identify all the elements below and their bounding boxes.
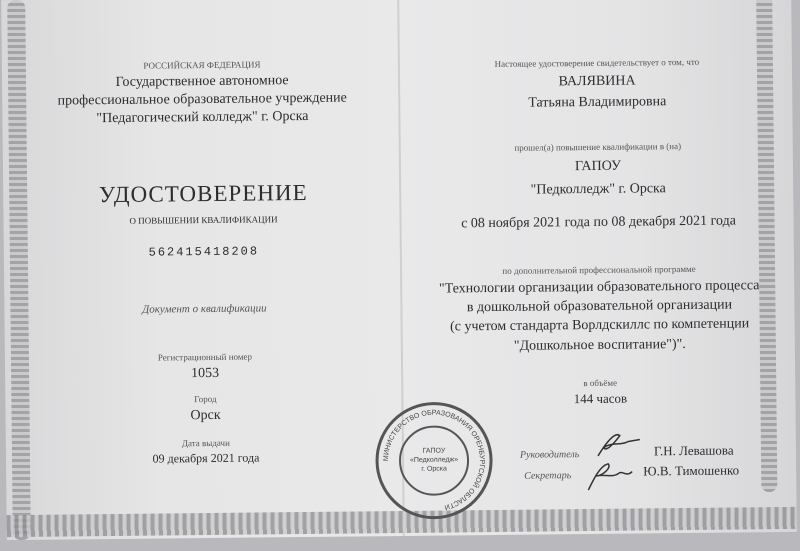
- institution-line: профессиональное образовательное учреждение: [57, 90, 347, 109]
- training-period: с 08 ноября 2021 года по 08 декабря 2021 года: [461, 213, 737, 232]
- secretary-name: Ю.В. Тимошенко: [643, 462, 740, 479]
- stamp-center-text: «Педколледж»: [409, 456, 459, 464]
- head-name: Г.Н. Левашова: [653, 442, 734, 459]
- head-signature: [594, 429, 644, 460]
- organization: ГАПОУ: [574, 158, 622, 175]
- city-label: Город: [194, 393, 217, 405]
- passed-text: прошел(а) повышение квалификации в (на): [514, 141, 682, 153]
- certificate-sheet: [1, 0, 797, 540]
- serial-number: 562415418208: [148, 244, 260, 260]
- country-label: РОССИЙСКАЯ ФЕДЕРАЦИЯ: [143, 59, 261, 71]
- surname: ВАЛЯВИНА: [558, 73, 636, 90]
- intro-text: Настоящее удостоверение свидетельствует о том, что: [494, 56, 700, 69]
- secretary-signature: [582, 460, 638, 495]
- volume-label: в объёме: [583, 377, 618, 389]
- program-label: по дополнительной профессиональной программе: [502, 263, 696, 276]
- reg-number-label: Регистрационный номер: [157, 351, 253, 363]
- document-subtitle: О ПОВЫШЕНИИ КВАЛИФИКАЦИИ: [129, 214, 278, 226]
- reg-number: 1053: [191, 365, 220, 382]
- official-stamp: [373, 400, 494, 521]
- issue-date: 09 декабря 2021 года: [152, 450, 260, 466]
- stamp-outer-text-path: МИНИСТЕРСТВО ОБРАЗОВАНИЯ ОРЕНБУРГСКОЙ ОБЛАСТИ: [382, 409, 486, 511]
- given-names: Татьяна Владимировна: [528, 94, 667, 111]
- program-name: "Дошкольное воспитание")".: [513, 337, 686, 354]
- program-name: в дошкольной образовательной организации: [466, 297, 733, 316]
- program-name: "Технологии организации образовательного процесса: [438, 278, 760, 297]
- city: Орск: [190, 407, 221, 424]
- stamp-center-text: ГАПОУ: [422, 447, 446, 455]
- secretary-label: Секретарь: [524, 470, 572, 482]
- document-type: Документ о квалификации: [142, 302, 267, 316]
- issue-date-label: Дата выдачи: [181, 437, 230, 449]
- head-label: Руководитель: [519, 449, 580, 461]
- organization: "Педколледж" г. Орска: [530, 181, 666, 198]
- stamp-center-text: г. Орска: [421, 465, 447, 473]
- document-title: УДОСТОВЕРЕНИЕ: [98, 179, 308, 208]
- program-name: (с учетом стандарта Ворлдскиллс по компетенции: [449, 316, 750, 335]
- institution-line: "Педагогический колледж" г. Орска: [96, 108, 309, 127]
- volume-hours: 144 часов: [573, 390, 628, 407]
- institution-line: Государственное автономное: [115, 73, 289, 90]
